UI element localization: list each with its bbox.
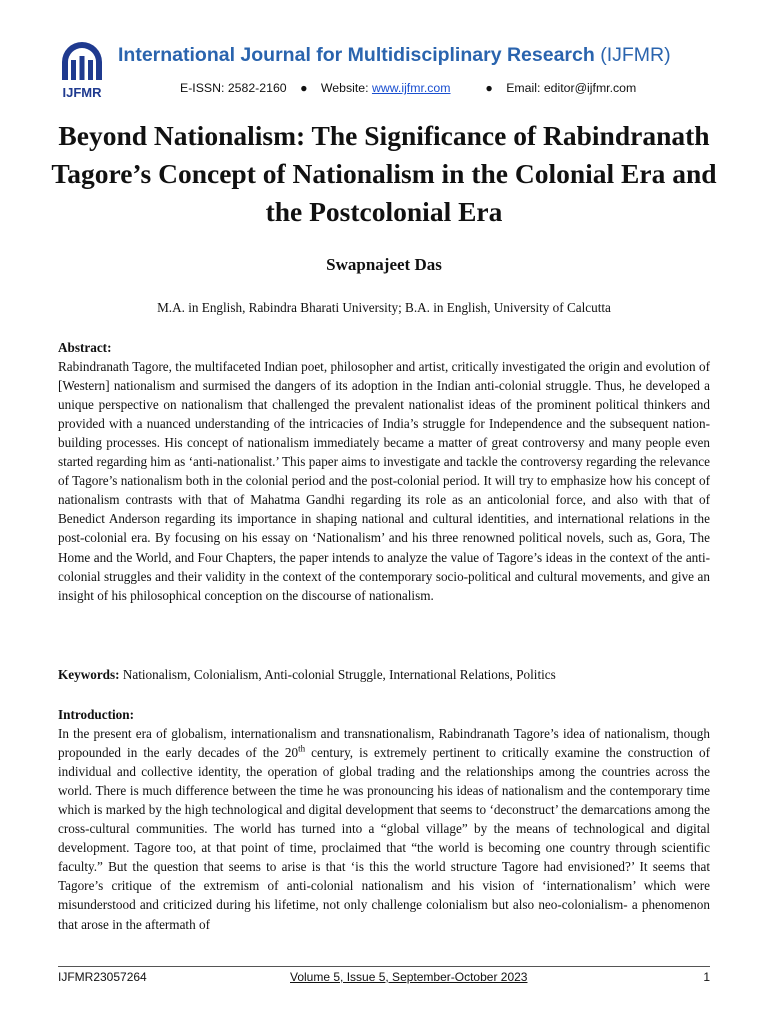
website-link[interactable]: www.ijfmr.com: [371, 81, 451, 95]
introduction-section: [58, 705, 710, 934]
issue-link[interactable]: Volume 5, Issue 5, September-October 2023: [290, 970, 528, 984]
paper-title: Beyond Nationalism: The Significance of Rabindranath Tagore’s Concept of Nationalism in the Colonial Era and the Postcolonial Era: [51, 120, 717, 227]
author-name: Swapnajeet Das: [326, 255, 442, 274]
keywords-heading: Keywords:: [58, 667, 120, 682]
email: Email: editor@ijfmr.com: [506, 81, 637, 95]
introduction-text: In the present era of globalism, internationalism and transnationalism, Rabindranath Tagore’s idea of nationalism, though propounded in the early decades of the 20th century, is extremely pertinent to critically examine the construction of individual and collective identity, the operation of global trading and the relationships among the countries across the world. There is much difference between the time he was pronouncing his ideas of nationalism and the contemporary time which is marked by the high technological and digital development that seems to ‘deconstruct’ the demarcations among the cross-cultural communities. The world has turned into a “global village” by the means of technological and digital development. Tagore too, at that point of time, proclaimed that “the world is becoming one country through scientific faculty.” But the question that seems to arise is that ‘is this the world structure Tagore had envisioned?’ It seems that Tagore’s critique of the extremism of anti-colonial nationalism and his vision of ‘internationalism’ which were misunderstood and criticized during his lifetime, not only challenge colonialism but also neo-colonialism- a phenomenon that arose in the aftermath of: [58, 726, 710, 932]
ijfmr-logo: [58, 40, 106, 100]
page-number: 1: [703, 970, 710, 984]
introduction-heading: Introduction:: [58, 707, 134, 722]
bullet-icon: ●: [300, 81, 308, 95]
abstract-heading: Abstract:: [58, 340, 112, 355]
footer-divider: [58, 966, 710, 967]
keywords-text: Nationalism, Colonialism, Anti-colonial Struggle, International Relations, Politics: [119, 667, 556, 682]
author-affiliation: M.A. in English, Rabindra Bharati University; B.A. in English, University of Calcutta: [157, 300, 611, 315]
eissn: E-ISSN: 2582-2160: [180, 81, 287, 95]
logo-text: IJFMR: [62, 85, 102, 100]
superscript: th: [298, 743, 306, 754]
abstract-text: Rabindranath Tagore, the multifaceted Indian poet, philosopher and artist, critically investigated the origin and evolution of [Western] nationalism and surmised the dangers of its adoption in the Indian anti-colonial struggle. Thus, he developed a unique perspective on nationalism that challenged the prevalent nationalist ideas of the prominent political thinkers and provided with a nuanced understanding of the intricacies of India’s struggle for Independence and the subsequent nation-building processes. His concept of nationalism immediately became a matter of great controversy and many people even started regarding him as ‘anti-nationalist.’ This paper aims to investigate and tackle the controversy regarding the relevance of Tagore’s nationalism both in the colonial period and the post-colonial period. It will try to emphasize how his concept of nationalism contrasts with that of Mahatma Gandhi regarding its role as an anticolonial force, and also with that of Benedict Anderson regarding its importance in shaping national and cultural identities, and international relations in the post-colonial era. By focusing on his essay on ‘Nationalism’ and his three renowned political novels, such as, Gora, The Home and the World, and Four Chapters, the paper intends to analyze the value of Tagore’s ideas in the context of the anti-colonial struggles and their validity in the context of the contemporary socio-political and cultural movements, and give an insight of his philosophical conception on the discourse of nationalism.: [58, 359, 710, 603]
journal-name: International Journal for Multidisciplinary Research: [118, 44, 595, 66]
abstract-section: [58, 338, 710, 605]
journal-title: [118, 44, 671, 67]
keywords-section: [58, 665, 710, 684]
bullet-icon: ●: [485, 81, 493, 95]
paper-id: IJFMR23057264: [58, 970, 147, 984]
website-label: Website:: [320, 81, 372, 95]
journal-abbr: (IJFMR): [600, 44, 671, 66]
journal-meta: [180, 81, 636, 95]
